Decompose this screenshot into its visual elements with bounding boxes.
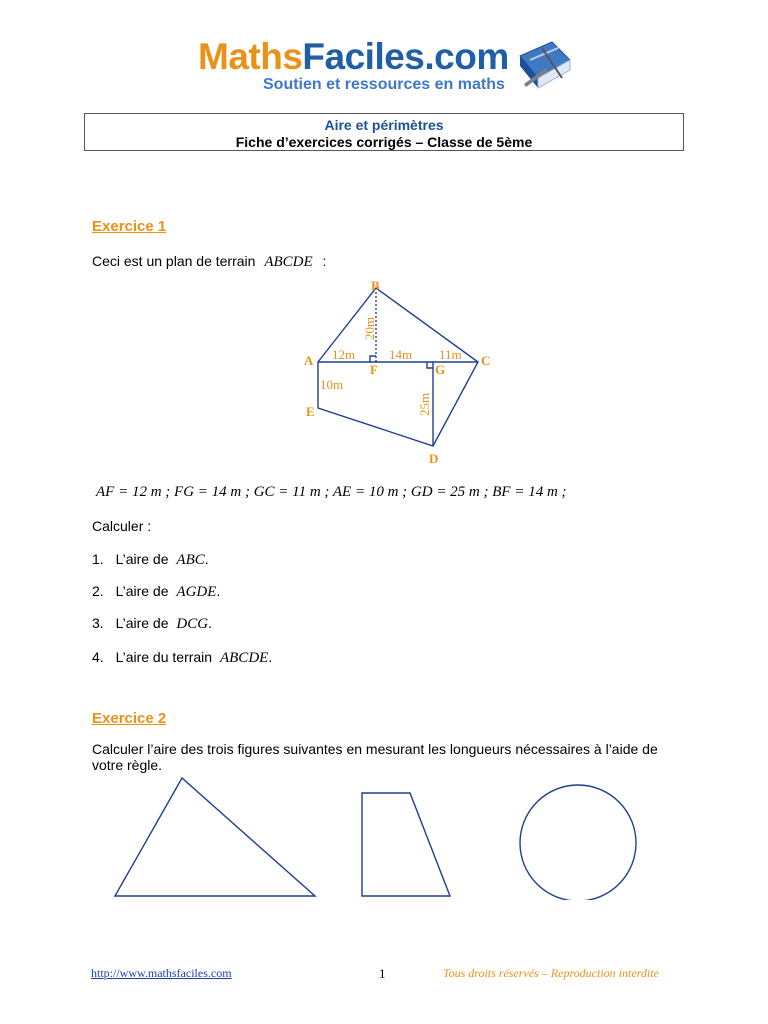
exercise-2-instruction-line2: votre règle. <box>92 757 163 773</box>
terrain-figure <box>300 278 500 468</box>
logo-part-faciles: Faciles.com <box>302 36 509 77</box>
intro-colon: : <box>322 253 327 269</box>
exercise-2-figures <box>100 770 660 900</box>
document-title: Aire et périmètres <box>324 117 444 133</box>
footer-link[interactable]: http://www.mathsfaciles.com <box>91 966 232 980</box>
question-number: 3. <box>92 615 104 631</box>
label-fg: 14m <box>389 347 413 362</box>
page-number: 1 <box>379 966 386 981</box>
book-logo-icon <box>512 38 574 94</box>
question-4 <box>92 649 272 667</box>
question-text: L’aire du terrain <box>115 649 213 665</box>
question-number: 2. <box>92 583 104 599</box>
point-a-label: A <box>304 353 314 368</box>
measures-line: AF = 12 m ; FG = 14 m ; GC = 11 m ; AE = 10 m ; GD = 25 m ; BF = 14 m ; <box>96 484 567 500</box>
question-1 <box>92 551 209 569</box>
site-logo-text <box>198 36 509 78</box>
label-ae: 10m <box>320 377 344 392</box>
question-math: AGDE <box>176 584 217 600</box>
terrain-polygon <box>318 288 478 446</box>
exercise-1-intro <box>92 253 326 271</box>
title-box <box>84 113 684 151</box>
question-text: L’aire de <box>115 551 169 567</box>
circle-shape <box>520 785 636 900</box>
point-d-label: D <box>429 451 439 466</box>
document-subtitle: Fiche d’exercices corrigés – Classe de 5ème <box>235 134 533 150</box>
question-end: . <box>216 583 221 599</box>
label-bf: 20m <box>362 316 377 340</box>
question-text: L’aire de <box>115 615 169 631</box>
trapezoid-shape <box>362 793 450 896</box>
point-f-label: F <box>370 362 378 377</box>
question-text: L’aire de <box>115 583 169 599</box>
question-end: . <box>208 615 212 631</box>
right-angle-g <box>427 362 433 368</box>
label-gc: 11m <box>439 347 462 362</box>
point-g-label: G <box>435 362 446 377</box>
question-math: ABC <box>176 552 205 568</box>
question-math: DCG <box>176 616 209 632</box>
calculate-prompt: Calculer : <box>92 518 152 534</box>
triangle-shape <box>115 778 315 896</box>
logo-part-maths: Maths <box>198 36 303 77</box>
intro-math: ABCDE <box>264 254 313 270</box>
label-af: 12m <box>332 347 356 362</box>
question-math: ABCDE <box>219 650 269 666</box>
question-number: 1. <box>92 551 104 567</box>
exercise-2-heading: Exercice 2 <box>92 710 167 727</box>
point-e-label: E <box>306 404 315 419</box>
question-end: . <box>268 649 273 665</box>
question-number: 4. <box>92 649 104 665</box>
intro-text: Ceci est un plan de terrain <box>92 253 256 269</box>
point-c-label: C <box>481 353 491 368</box>
question-3 <box>92 615 212 633</box>
footer-rights: Tous droits réservés – Reproduction interdite <box>443 966 659 980</box>
point-b-label: B <box>371 278 380 293</box>
exercise-2-instruction-line1: Calculer l’aire des trois figures suivantes en mesurant les longueurs nécessaires à l’aide de <box>92 741 658 757</box>
exercise-1-heading: Exercice 1 <box>92 218 167 235</box>
logo-subtitle: Soutien et ressources en maths <box>263 76 505 93</box>
question-end: . <box>204 551 209 567</box>
question-2 <box>92 583 220 601</box>
label-gd: 25m <box>417 392 432 416</box>
